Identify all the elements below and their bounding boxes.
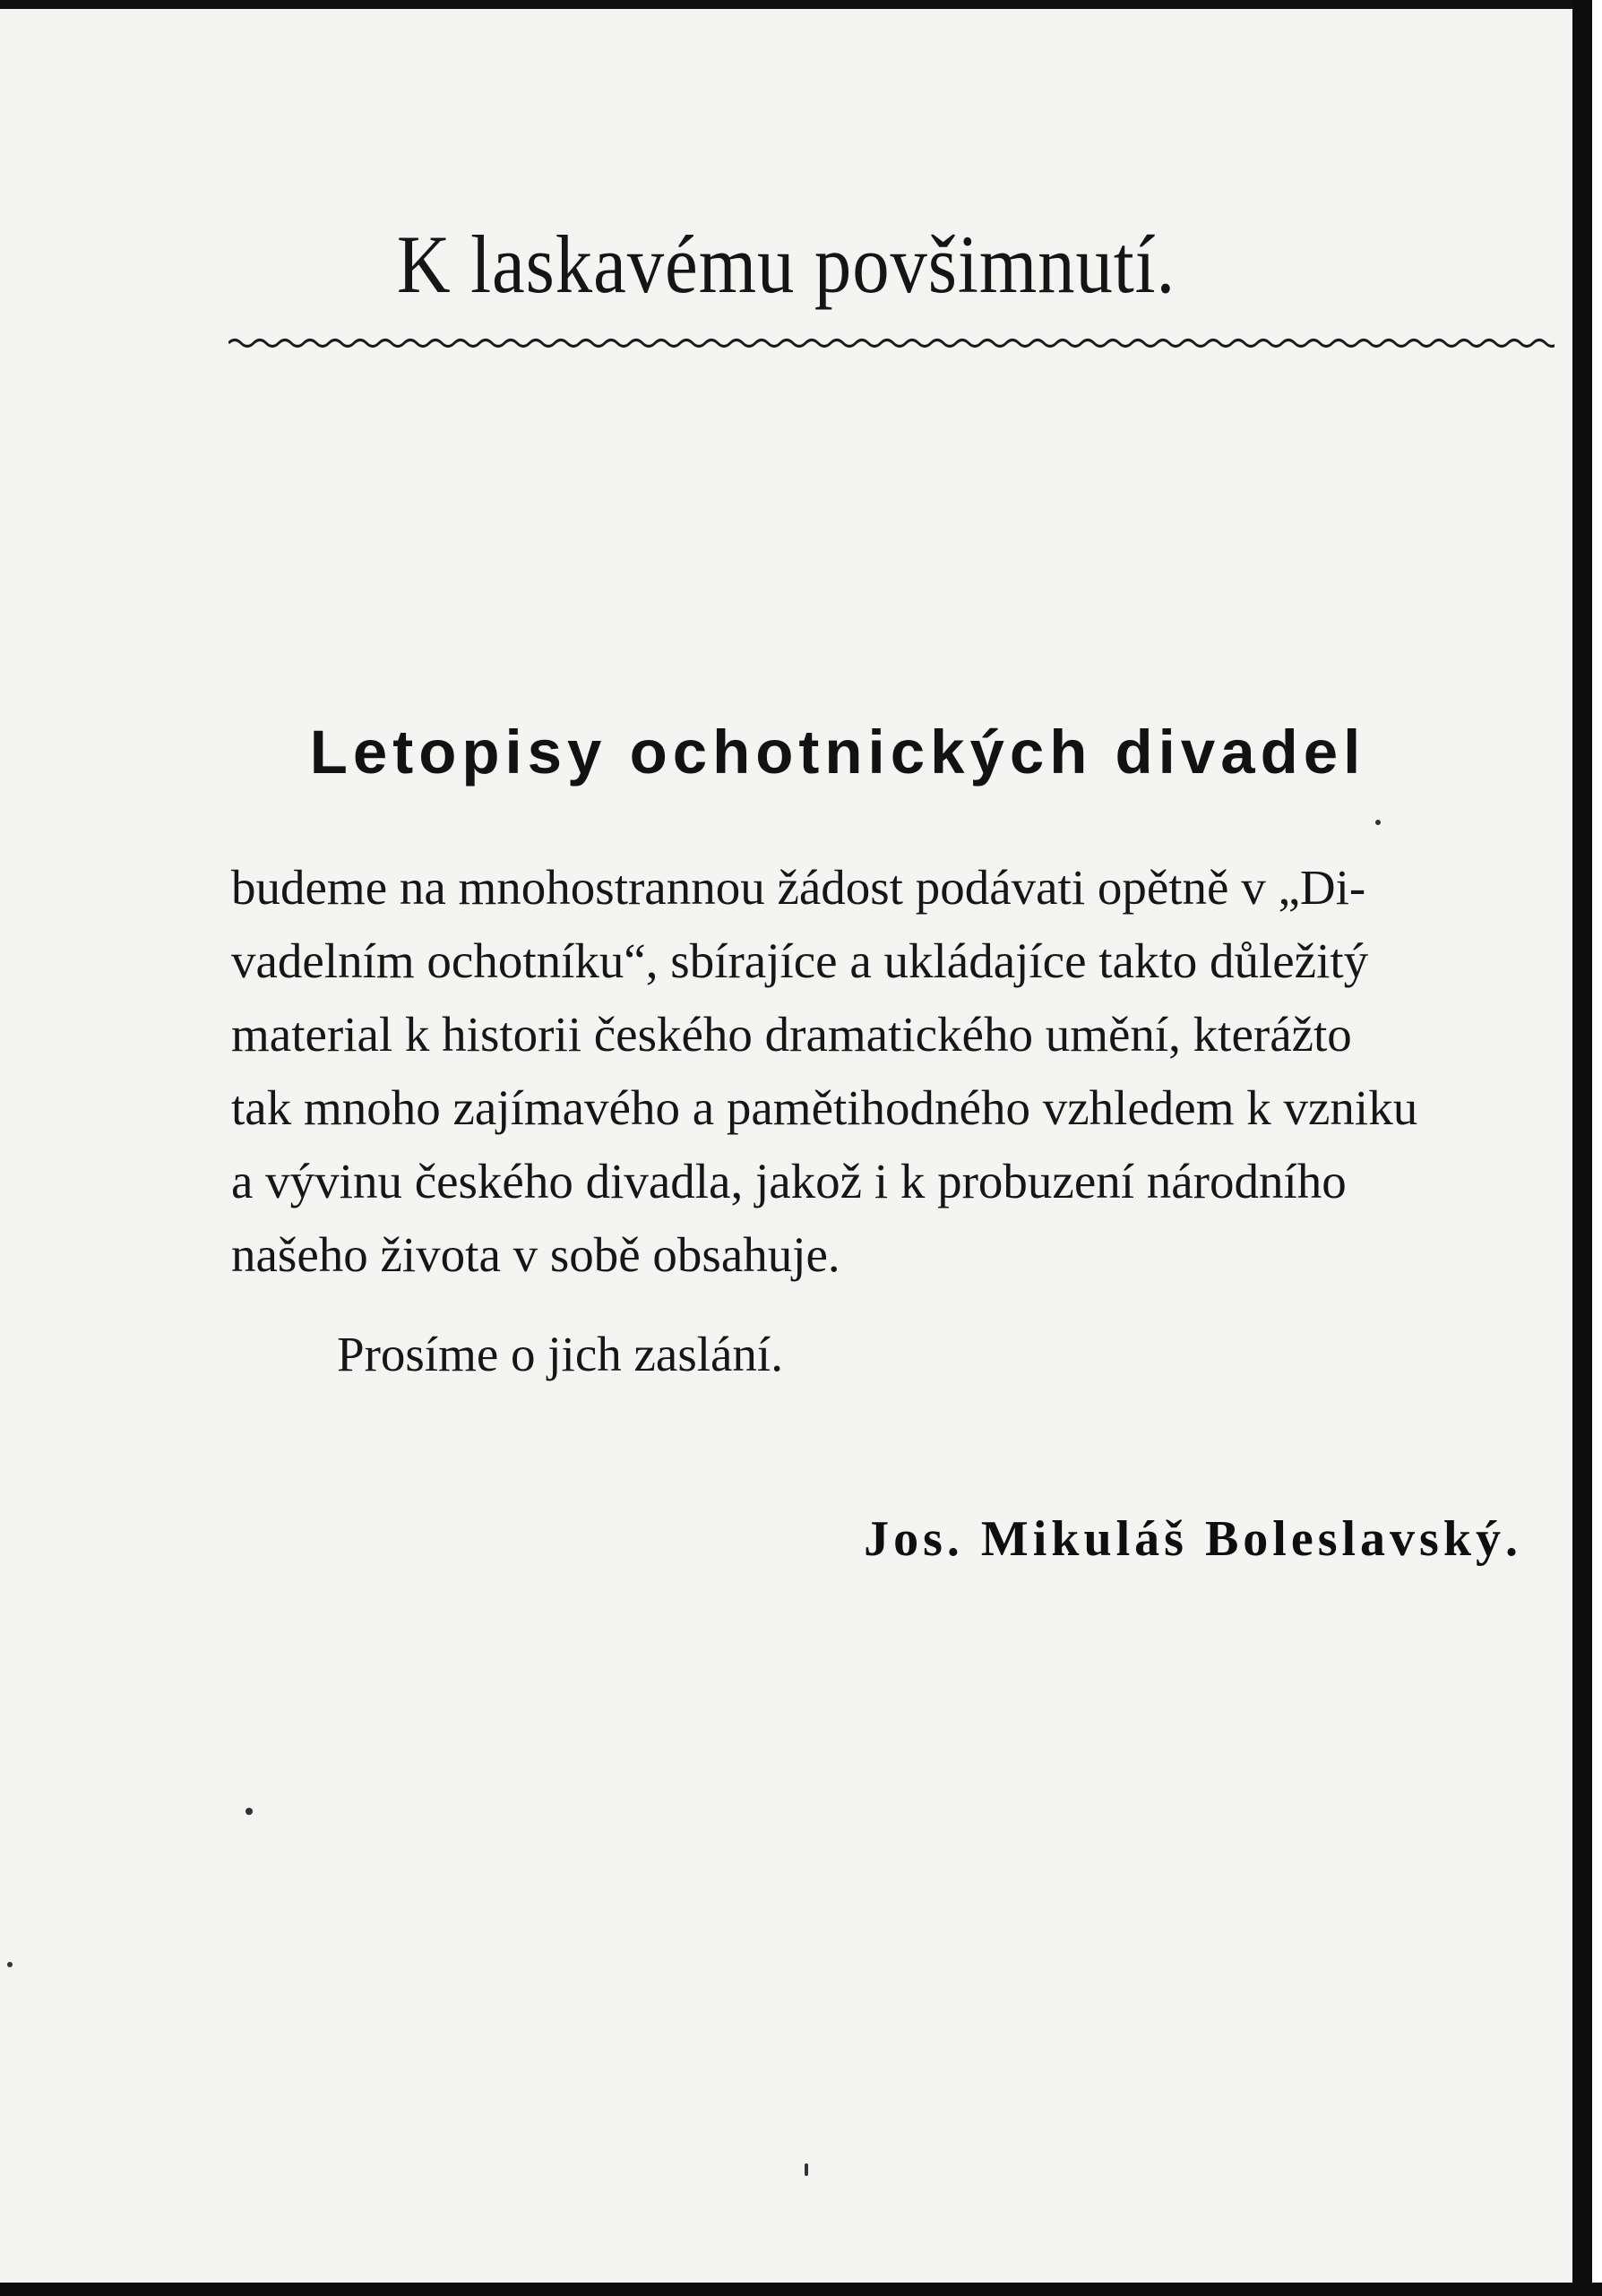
wavy-rule-divider — [228, 330, 1555, 357]
body-line: vadelním ochotníku“, sbírajíce a ukládajíce takto důležitý — [231, 933, 1369, 988]
print-speck — [1375, 820, 1381, 825]
body-paragraph — [231, 851, 1566, 1292]
body-line: tak mnoho zajímavého a pamětihodného vzhledem k vzniku — [231, 1080, 1418, 1135]
scan-edge-right — [1572, 0, 1592, 2296]
body-line: našeho života v sobě obsahuje. — [231, 1227, 840, 1282]
print-speck — [7, 1962, 13, 1967]
notice-heading: Letopisy ochotnických divadel — [309, 718, 1366, 787]
request-line: Prosíme o jich zaslání. — [337, 1327, 783, 1381]
body-line: budeme na mnohostrannou žádost podávati opětně v „Di- — [231, 860, 1366, 915]
print-speck — [245, 1808, 253, 1815]
print-speck — [805, 2163, 808, 2176]
signature: Jos. Mikuláš Boleslavský. — [864, 1511, 1522, 1567]
scan-edge-bottom — [0, 2283, 1602, 2296]
body-line: material k historii českého dramatického umění, kterážto — [231, 1007, 1352, 1062]
body-line: a vývinu českého divadla, jakož i k probuzení národního — [231, 1154, 1347, 1208]
notice-title: K laskavému povšimnutí. — [396, 219, 1176, 310]
